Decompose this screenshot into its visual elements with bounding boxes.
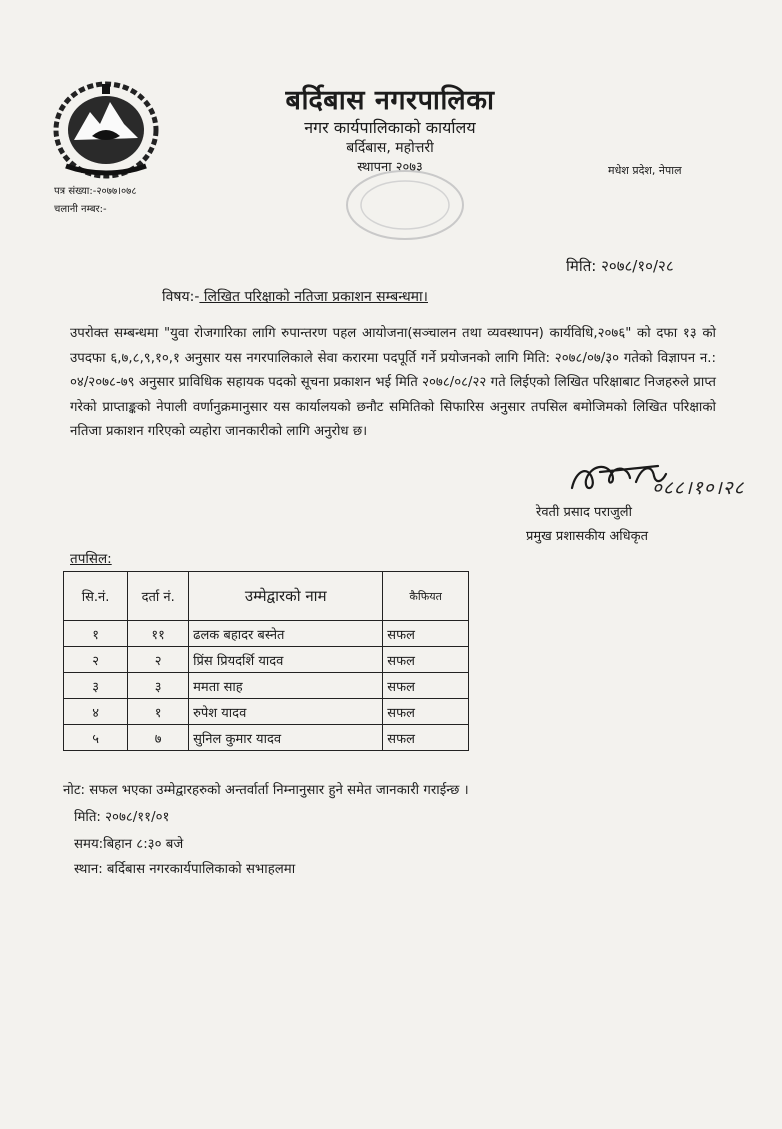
interview-date: मिति: २०७८/११/०१	[74, 810, 170, 825]
subject-text: लिखित परिक्षाको नतिजा प्रकाशन सम्बन्धमा।	[199, 289, 428, 305]
subject-line	[162, 287, 428, 306]
header-remarks: कैफियत	[383, 572, 469, 621]
cell-serial: ३	[64, 673, 128, 699]
cell-candidate-name: ममता साह	[189, 673, 383, 699]
cell-registration: ११	[128, 621, 189, 647]
faint-stamp-icon	[340, 165, 470, 245]
header-serial: सि.नं.	[64, 572, 128, 621]
cell-remarks: सफल	[383, 673, 469, 699]
subject-label: विषय:-	[162, 289, 200, 305]
org-name: बर्दिबास नगरपालिका	[285, 85, 495, 116]
table-header-row	[64, 572, 469, 621]
results-table	[63, 571, 469, 751]
cell-serial: ५	[64, 725, 128, 751]
details-label: तपसिल:	[70, 551, 112, 567]
signer-title: प्रमुख प्रशासकीय अधिकृत	[526, 529, 649, 544]
dispatch-number: चलानी नम्बर:-	[54, 204, 107, 215]
cell-registration: १	[128, 699, 189, 725]
cell-remarks: सफल	[383, 699, 469, 725]
province-label: मधेश प्रदेश, नेपाल	[608, 164, 682, 177]
cell-candidate-name: प्रिंस प्रियदर्शि यादव	[189, 647, 383, 673]
table-row	[64, 725, 469, 751]
interview-place: स्थान: बर्दिबास नगरकार्यपालिकाको सभाहलमा	[74, 862, 296, 877]
cell-candidate-name: सुनिल कुमार यादव	[189, 725, 383, 751]
cell-remarks: सफल	[383, 647, 469, 673]
cell-serial: ४	[64, 699, 128, 725]
signer-name: रेवती प्रसाद पराजुली	[536, 505, 632, 520]
table-row	[64, 673, 469, 699]
cell-registration: ७	[128, 725, 189, 751]
interview-time: समय:बिहान ८:३० बजे	[74, 837, 184, 852]
nepal-emblem-icon	[52, 78, 160, 180]
org-address: बर्दिबास, महोत्तरी	[346, 140, 434, 156]
body-paragraph: उपरोक्त सम्बन्धमा "युवा रोजगारिका लागि रुपान्तरण पहल आयोजना(सञ्चालन तथा व्यवस्थापन) कार्यविधि,२०७६" को दफा १३ को उपदफा ६,७,८,९,१०,१ अनुसार यस नगरपालिकाले सेवा करारमा पदपूर्ति गर्ने प्रयोजनको लागि मिति: २०७८/०७/३० गतेको विज्ञापन न.: ०४/२०७८-७९ अनुसार प्राविधिक सहायक पदको सूचना प्रकाशन भई मिति २०७८/०८/२२ गते लिईएको लिखित परिक्षाबाट निजहरुले प्राप्त गरेको प्राप्ताङ्कको नेपाली वर्णानुक्रमानुसार यस कार्यालयको छनौट समितिको सिफारिस अनुसार तपसिल बमोजिमको लिखित परिक्षाको नतिजा प्रकाशन गरिएको व्यहोरा जानकारीको लागि अनुरोध छ।	[70, 326, 716, 439]
letter-date: मिति: २०७८/१०/२८	[566, 257, 674, 275]
cell-serial: २	[64, 647, 128, 673]
header-candidate-name: उम्मेद्वारको नाम	[189, 572, 383, 621]
header-registration: दर्ता नं.	[128, 572, 189, 621]
cell-candidate-name: ढलक बहादर बस्नेत	[189, 621, 383, 647]
cell-candidate-name: रुपेश यादव	[189, 699, 383, 725]
cell-registration: २	[128, 647, 189, 673]
table-row	[64, 621, 469, 647]
cell-remarks: सफल	[383, 621, 469, 647]
table-row	[64, 647, 469, 673]
org-established: स्थापना २०७३	[357, 160, 423, 175]
reference-number: पत्र संख्या:-२०७७।०७८	[54, 186, 137, 197]
cell-registration: ३	[128, 673, 189, 699]
cell-remarks: सफल	[383, 725, 469, 751]
cell-serial: १	[64, 621, 128, 647]
org-office: नगर कार्यपालिकाको कार्यालय	[304, 118, 476, 137]
note-text: नोट: सफल भएका उम्मेद्वारहरुको अन्तर्वार्ता निम्नानुसार हुने समेत जानकारी गराईन्छ ।	[63, 783, 469, 798]
table-row	[64, 699, 469, 725]
handwritten-number: ०८८।१०।२८	[652, 477, 745, 499]
